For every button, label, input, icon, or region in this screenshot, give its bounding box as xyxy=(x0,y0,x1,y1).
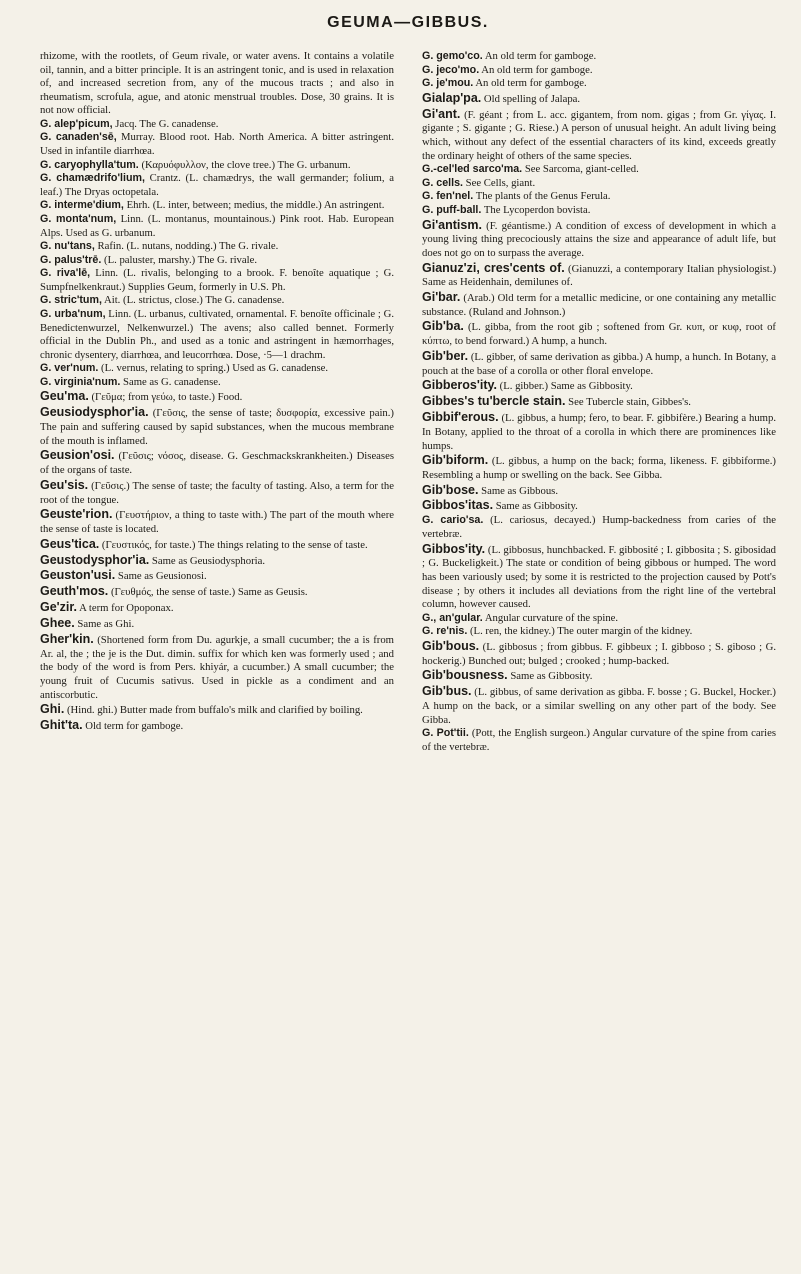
entry-definition: (Γεῦσις; νόσος, disease. G. Geschmackskrankheiten.) Diseases of the organs of taste. xyxy=(40,450,394,477)
entry-definition: A term for Opoponax. xyxy=(77,602,174,615)
entry-headword: G. riva'lē, xyxy=(40,267,91,280)
dictionary-entry xyxy=(422,190,776,204)
dictionary-entry xyxy=(422,394,776,410)
dictionary-entry xyxy=(40,50,394,118)
entry-definition: Rafin. (L. nutans, nodding.) The G. rivale. xyxy=(94,240,279,253)
entry-definition: Linn. (L. montanus, mountainous.) Pink root. Hab. European Alps. Used as G. urbanum. xyxy=(40,212,394,239)
dictionary-entry xyxy=(422,727,776,754)
entry-headword: Geuste'rion. xyxy=(40,507,113,522)
entry-definition: (Shortened form from Du. agurkje, a small cucumber; the a is from Ar. al, the ; the je is the Dut. dimin. suffix for which ken was formerly used ; and the body of the word is from Pers. khiyár, a cucumber.) A small cucumber; the young fruit of Cucumis sativus. Used in pickle as a condiment and an antiscorbutic. xyxy=(40,633,394,701)
dictionary-entry xyxy=(422,349,776,378)
dictionary-entry xyxy=(422,378,776,394)
entry-headword: G. chamædrifo'lium, xyxy=(40,172,145,185)
entry-headword: Gib'bose. xyxy=(422,482,479,497)
dictionary-entry xyxy=(40,294,394,308)
dictionary-entry xyxy=(40,600,394,616)
entry-headword: Gib'biform. xyxy=(422,453,489,468)
entry-definition: (L. gibbosus ; from gibbus. F. gibbeux ; I. gibboso ; S. giboso ; G. hockerig.) Bunched out; bulged ; crooked ; hump-backed. xyxy=(422,640,776,667)
entry-definition: (L. gibba, from the root gib ; softened from Gr. κυπ, or κυφ, root of κύπτω, to bend forward.) A hump, a hunch. xyxy=(422,321,776,348)
dictionary-entry xyxy=(40,213,394,240)
entry-definition: Jacq. The G. canadense. xyxy=(112,117,219,130)
left-column xyxy=(40,50,394,754)
entry-definition: (L. gibbosus, hunchbacked. F. gibbosité ; I. gibbosita ; S. gibosidad ; G. Buckeligkeit.) The state or condition of being gibbous or humped. The word has been variously used; by some it is restricted to the projection caused by Pott's disease ; by others it includes all deviations from the right line of the vertebral column, however caused. xyxy=(422,543,776,611)
entry-definition: See Cells, giant. xyxy=(463,176,536,189)
dictionary-entry xyxy=(40,172,394,199)
dictionary-entry xyxy=(40,553,394,569)
entry-definition: Murray. Blood root. Hab. North America. A bitter astringent. Used in infantile diarrhœa. xyxy=(40,131,394,158)
entry-definition: Same as Ghi. xyxy=(74,618,135,631)
dictionary-entry xyxy=(40,267,394,294)
entry-definition: (Γεῦμα; from γεύω, to taste.) Food. xyxy=(88,391,243,404)
dictionary-entry xyxy=(422,498,776,514)
dictionary-entry xyxy=(40,199,394,213)
dictionary-entry xyxy=(422,218,776,261)
entry-headword: Gher'kin. xyxy=(40,631,94,646)
entry-headword: Gibbif'erous. xyxy=(422,410,499,425)
dictionary-entry xyxy=(422,612,776,626)
dictionary-entry xyxy=(40,702,394,718)
entry-definition: Old spelling of Jalapa. xyxy=(481,92,581,105)
dictionary-entry xyxy=(422,290,776,319)
dictionary-entry xyxy=(422,514,776,541)
entry-headword: Geus'tica. xyxy=(40,536,100,551)
entry-definition: See Tubercle stain, Gibbes's. xyxy=(565,396,691,409)
entry-headword: Ghit'ta. xyxy=(40,718,83,733)
dictionary-entry xyxy=(422,64,776,78)
dictionary-entry xyxy=(40,537,394,553)
entry-headword: G. urba'num, xyxy=(40,307,106,320)
entry-headword: Gi'bar. xyxy=(422,290,461,305)
entry-definition: Angular curvature of the spine. xyxy=(482,611,619,624)
dictionary-entry xyxy=(40,389,394,405)
entry-headword: G. virginia'num. xyxy=(40,375,121,388)
dictionary-entry xyxy=(40,584,394,600)
entry-headword: Geuston'usi. xyxy=(40,568,116,583)
entry-definition: Same as Geusiodysphoria. xyxy=(149,554,266,567)
entry-definition: See Sarcoma, giant-celled. xyxy=(522,163,639,176)
entry-definition: Crantz. (L. chamædrys, the wall germander; folium, a leaf.) The Dryas octopetala. xyxy=(40,172,394,198)
entry-headword: Gib'ber. xyxy=(422,348,469,363)
dictionary-entry xyxy=(422,107,776,164)
entry-definition: Linn. (L. rivalis, belonging to a brook. F. benoîte aquatique ; G. Sumpfnelkenkraut.) Supplies Geum, formerly in U.S. Ph. xyxy=(40,267,394,293)
dictionary-entry xyxy=(40,362,394,376)
entry-headword: G.-cel'led sarco'ma. xyxy=(422,163,523,176)
entry-definition: (Arab.) Old term for a metallic medicine, or one containing any metallic substance. (Ruland and Johnson.) xyxy=(422,292,776,318)
entry-definition: An old term for gamboge. xyxy=(473,77,587,90)
dictionary-entry xyxy=(40,240,394,254)
entry-headword: G. cario'sa. xyxy=(422,514,484,527)
dictionary-entry xyxy=(422,483,776,499)
dictionary-entry xyxy=(422,50,776,64)
entry-headword: G. nu'tans, xyxy=(40,240,95,253)
dictionary-entry xyxy=(422,453,776,482)
entry-headword: Geusion'osi. xyxy=(40,448,115,463)
entry-headword: G. ver'num. xyxy=(40,362,99,375)
running-header: GEUMA—GIBBUS. xyxy=(327,14,489,31)
entry-headword: G. interme'dium, xyxy=(40,199,124,212)
entry-headword: Gib'bousness. xyxy=(422,668,508,683)
entry-headword: G. jeco'mo. xyxy=(422,63,480,76)
entry-definition: (L. ren, the kidney.) The outer margin of the kidney. xyxy=(467,625,693,638)
entry-headword: G. Pot'tii. xyxy=(422,727,469,740)
dictionary-entry xyxy=(40,568,394,584)
entry-definition: (Καρυόφυλλον, the clove tree.) The G. urbanum. xyxy=(138,158,351,171)
entry-definition: (L. gibber, of same derivation as gibba.) A hump, a hunch. In Botany, a pouch at the base of a corolla or other floral envelope. xyxy=(422,350,776,377)
dictionary-entry xyxy=(422,261,776,290)
entry-definition: (L. gibbus, of same derivation as gibba. F. bosse ; G. Buckel, Hocker.) A hump on the back, or a similar swelling on any other part of the body. See Gibba. xyxy=(422,686,776,726)
dictionary-entry xyxy=(422,410,776,453)
entry-headword: Gi'ant. xyxy=(422,106,461,121)
entry-headword: Gib'bus. xyxy=(422,684,472,699)
entry-definition: Same as Geusionosi. xyxy=(115,570,207,583)
entry-headword: Gib'ba. xyxy=(422,319,464,334)
entry-headword: G. je'mou. xyxy=(422,77,474,90)
dictionary-entry xyxy=(422,91,776,107)
entry-headword: Ge'zir. xyxy=(40,600,78,615)
entry-definition: Linn. (L. urbanus, cultivated, ornamental. F. benoîte officinale ; G. Benedictenwurzel, Nelkenwurzel.) The avens; also called bennet. Formerly official in the Dublin Ph., and used as a tonic and astringent in hæmorrhages, chronic dysentery, diarrhœa, and leucorrhœa. Dose, ·5—1 drachm. xyxy=(40,307,394,361)
entry-definition: An old term for gamboge. xyxy=(479,63,593,76)
text-columns xyxy=(40,50,776,754)
entry-definition: (Γευθμός, the sense of taste.) Same as Geusis. xyxy=(108,586,308,599)
dictionary-entry xyxy=(40,718,394,734)
entry-headword: G. fen'nel. xyxy=(422,190,474,203)
entry-headword: G. stric'tum, xyxy=(40,294,102,307)
dictionary-entry xyxy=(422,177,776,191)
entry-definition: (Γεῦσις, the sense of taste; δυσφορία, excessive pain.) The pain and suffering caused by sapid substances, when the mucous membrane of the mouth is inflamed. xyxy=(40,407,394,447)
entry-headword: G. canaden'sē, xyxy=(40,131,117,144)
dictionary-entry xyxy=(422,639,776,668)
entry-headword: Geuth'mos. xyxy=(40,584,109,599)
right-column xyxy=(422,50,776,754)
entry-headword: Gibbes's tu'bercle stain. xyxy=(422,394,566,409)
dictionary-entry xyxy=(422,163,776,177)
entry-definition: (Hind. ghi.) Butter made from buffalo's milk and clarified by boiling. xyxy=(64,704,363,717)
entry-definition: (Gianuzzi, a contemporary Italian physiologist.) Same as Heidenhain, demilunes of. xyxy=(422,262,776,289)
entry-definition: Same as Gibbous. xyxy=(478,484,559,497)
dictionary-entry xyxy=(40,507,394,536)
entry-headword: Gibbos'itas. xyxy=(422,498,494,513)
dictionary-entry xyxy=(40,632,394,702)
entry-headword: G. gemo'co. xyxy=(422,50,483,62)
entry-definition: (F. géant ; from L. acc. gigantem, from nom. gigas ; from Gr. γίγας. I. gigante ; S. gigante ; G. Riese.) A person of unusual height. An adult living being which, without any defect of the essential characters of its kind, exceeds greatly the ordinary height of others of the same species. xyxy=(422,108,776,162)
entry-definition: (L. gibbus, a hump on the back; forma, likeness. F. gibbiforme.) Resembling a hump or swelling on the back. See Gibba. xyxy=(422,455,776,482)
entry-definition: (L. cariosus, decayed.) Hump-backedness from caries of the vertebræ. xyxy=(422,514,776,540)
entry-headword: G. cells. xyxy=(422,176,463,189)
dictionary-entry xyxy=(422,625,776,639)
dictionary-entry xyxy=(422,319,776,348)
dictionary-entry xyxy=(40,308,394,362)
dictionary-entry xyxy=(422,684,776,727)
dictionary-entry xyxy=(422,668,776,684)
dictionary-entry xyxy=(40,118,394,132)
entry-definition: Old term for gamboge. xyxy=(82,720,184,733)
dictionary-entry xyxy=(40,405,394,448)
entry-definition: Ehrh. (L. inter, between; medius, the middle.) An astringent. xyxy=(123,199,385,212)
entry-definition: Same as Gibbosity. xyxy=(493,500,578,513)
entry-definition: The plants of the Genus Ferula. xyxy=(473,190,611,203)
entry-definition: Same as Gibbosity. xyxy=(507,670,593,683)
dictionary-entry xyxy=(40,376,394,390)
entry-headword: G. alep'picum, xyxy=(40,117,113,130)
entry-definition: The Lycoperdon bovista. xyxy=(481,203,591,216)
entry-headword: Gialap'pa. xyxy=(422,90,482,105)
entry-headword: Gibberos'ity. xyxy=(422,378,497,393)
entry-definition: (L. paluster, marshy.) The G. rivale. xyxy=(101,253,258,266)
dictionary-entry xyxy=(40,616,394,632)
dictionary-entry xyxy=(40,448,394,477)
entry-headword: Ghi. xyxy=(40,702,65,717)
entry-definition: (L. gibber.) Same as Gibbosity. xyxy=(496,380,633,393)
entry-definition: (Γευστικός, for taste.) The things relating to the sense of taste. xyxy=(99,538,368,551)
entry-headword: G. puff-ball. xyxy=(422,203,482,216)
dictionary-entry xyxy=(40,159,394,173)
entry-definition: (Γευστήριον, a thing to taste with.) The part of the mouth where the sense of taste is located. xyxy=(40,509,394,536)
entry-headword: G. re'nis. xyxy=(422,625,468,638)
entry-headword: G., an'gular. xyxy=(422,611,483,624)
entry-definition: (F. géantisme.) A condition of excess of development in which a young living thing precociously attains the size and appearance of adult life, but does not go on to surpass the average. xyxy=(422,219,776,259)
dictionary-entry xyxy=(422,542,776,612)
dictionary-entry xyxy=(40,478,394,507)
entry-headword: Geu'sis. xyxy=(40,477,89,492)
entry-headword: Gibbos'ity. xyxy=(422,541,486,556)
entry-headword: G. caryophylla'tum. xyxy=(40,158,139,171)
dictionary-entry xyxy=(40,254,394,268)
dictionary-entry xyxy=(422,77,776,91)
entry-headword: Geu'ma. xyxy=(40,389,89,404)
entry-headword: Ghee. xyxy=(40,616,75,631)
entry-definition: Ait. (L. strictus, close.) The G. canadense. xyxy=(101,294,285,307)
entry-headword: Geusiodysphor'ia. xyxy=(40,405,149,420)
entry-definition: An old term for gamboge. xyxy=(482,50,597,62)
entry-headword: Gi'antism. xyxy=(422,217,482,232)
entry-definition: Same as G. canadense. xyxy=(120,375,221,388)
entry-definition: (L. vernus, relating to spring.) Used as G. canadense. xyxy=(98,362,329,375)
entry-headword: G. monta'num, xyxy=(40,212,117,225)
entry-definition: rhizome, with the rootlets, of Geum rivale, or water avens. It contains a volatile oil, tannin, and a bitter principle. It is an astringent tonic, and is used in relaxation of, and increased secretion from, any of the mucous tracts ; and also in rheumatism, scrofula, ague, and atonic menstrual troubles. Dose, 30 grains. It is not now official. xyxy=(40,50,394,117)
entry-headword: Geustodysphor'ia. xyxy=(40,552,150,567)
entry-headword: G. palus'trē. xyxy=(40,253,102,266)
dictionary-entry xyxy=(422,204,776,218)
entry-definition: (Pott, the English surgeon.) Angular curvature of the spine from caries of the vertebræ. xyxy=(422,727,776,753)
dictionary-entry xyxy=(40,131,394,158)
entry-definition: (L. gibbus, a hump; fero, to bear. F. gibbifère.) Bearing a hump. In Botany, applied to the throat of a corolla in which there are prominences like humps. xyxy=(422,412,776,452)
entry-headword: Gib'bous. xyxy=(422,638,480,653)
entry-headword: Gianuz'zi, cres'cents of. xyxy=(422,260,565,275)
entry-definition: (Γεῦσις.) The sense of taste; the faculty of tasting. Also, a term for the root of the tongue. xyxy=(40,479,394,506)
